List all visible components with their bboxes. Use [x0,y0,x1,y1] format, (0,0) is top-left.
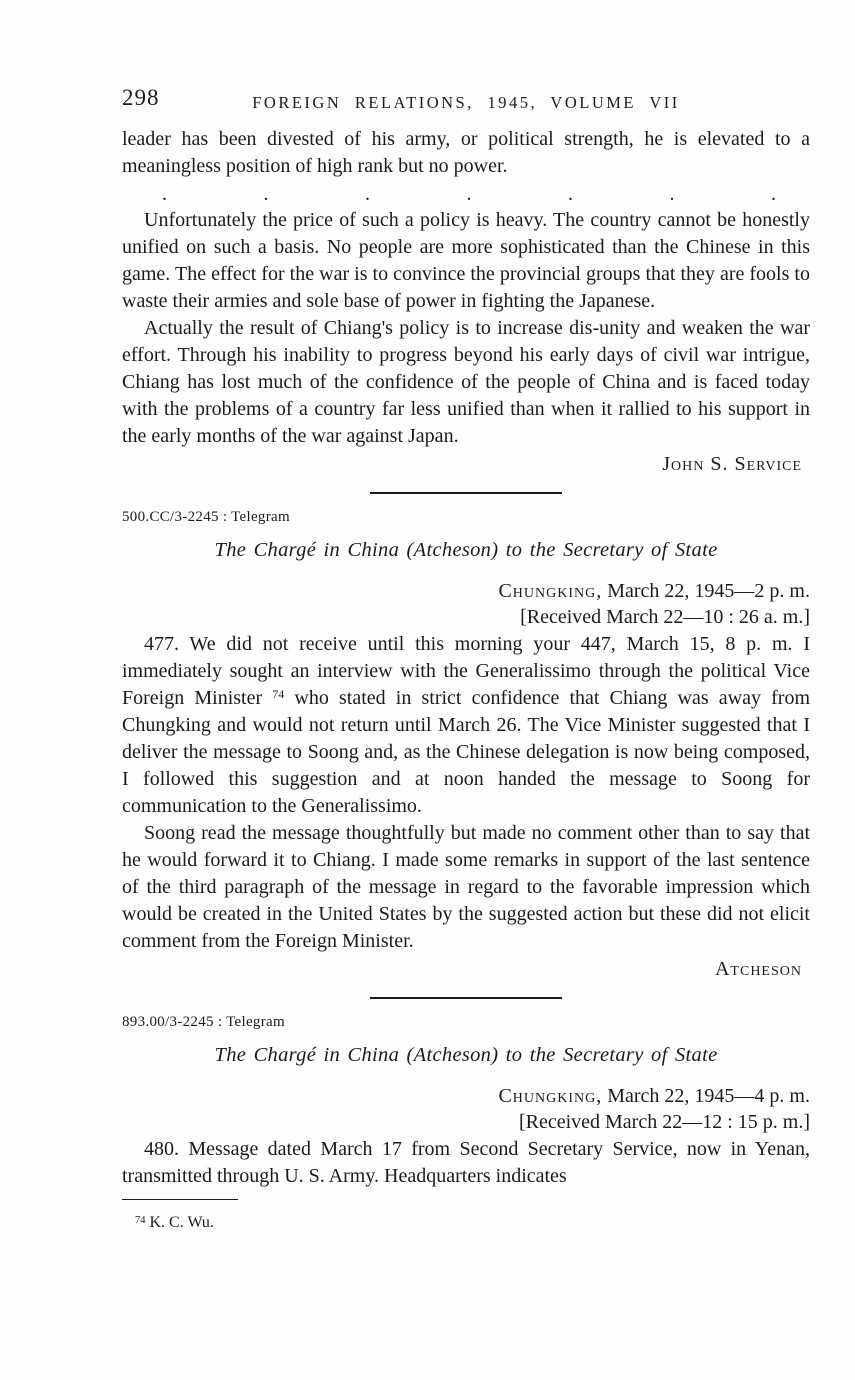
ellipsis-dot: . [771,183,776,205]
ellipsis-dot: . [162,183,167,205]
telegram2-dateline [122,1083,810,1109]
section-ellipsis [122,183,810,205]
ellipsis-dot: . [568,183,573,205]
telegram1-received: [Received March 22—10 : 26 a. m.] [520,606,810,628]
telegram1-paragraph-477 [122,631,810,820]
ellipsis-dot: . [263,183,269,205]
telegram1-dateline [122,578,810,604]
signature-atcheson: Atcheson [714,958,802,980]
ellipsis-dot: . [669,183,675,205]
telegram1-paragraph-soong: Soong read the message thoughtfully but made no comment other than to say that he would forward it to Chiang. I made some remarks in support of the last sentence of the third paragraph of the message in regard to the favorable impression which would be created in the United States by the suggested action but these did not elicit comment from the Foreign Minister. [122,822,810,952]
section-divider [122,492,810,495]
paragraph-actually: Actually the result of Chiang's policy is to increase dis-unity and weaken the war effort. Through his inability to progress beyond his early days of civil war intrigue, Chiang has lost much of the confidence of the people of China and is faced today with the problems of a country far less unified than when it rallied to his support in the early months of the war against Japan. [122,317,810,447]
footnote-rule [122,1199,238,1200]
paragraph-continuation: leader has been divested of his army, or political strength, he is elevated to a meaningless position of high rank but no power. [122,128,810,177]
para-477-text: 477. We did not receive until this morning your 447, March 15, 8 p. m. I immediately sought an interview with the Generalissimo through the political Vice Foreign Minister [122,633,810,709]
page-header [122,84,810,114]
telegram1-citation: 500.CC/3-2245 : Telegram [122,509,290,525]
footnote-number: 74 [135,1215,146,1226]
dateline-place: Chungking, [498,580,603,602]
telegram2-paragraph-480: 480. Message dated March 17 from Second Secretary Service, now in Yenan, transmitted through U. S. Army. Headquarters indicates [122,1138,810,1187]
telegram2-received: [Received March 22—12 : 15 p. m.] [518,1111,810,1133]
text-column [122,84,810,1236]
signature-line [122,451,810,478]
ellipsis-dot: . [365,183,370,205]
signature-john-s-service: John S. Service [662,453,802,475]
telegram2-title: The Chargé in China (Atcheson) to the Secretary of State [214,1044,718,1066]
footnote-74 [122,1207,810,1236]
telegram2-citation: 893.00/3-2245 : Telegram [122,1014,285,1030]
signature-line [122,956,810,983]
dateline-date: March 22, 1945—2 p. m. [607,580,810,602]
ellipsis-dot: . [466,183,472,205]
running-header: FOREIGN RELATIONS, 1945, VOLUME VII [252,93,680,112]
para-477-text-cont: who stated in strict confidence that Chiang was away from Chungking and would not return until March 26. The Vice Minister suggested that I deliver the message to Soong and, as the Chinese delegation is now being composed, I followed this suggestion and at noon handed the message to Soong for communication to the Generalissimo. [122,687,810,817]
dateline-place: Chungking, [498,1085,603,1107]
footnote-text: K. C. Wu. [149,1214,214,1231]
telegram1-title: The Chargé in China (Atcheson) to the Secretary of State [214,539,718,561]
section-divider [122,997,810,1000]
paragraph-unfortunately: Unfortunately the price of such a policy is heavy. The country cannot be honestly unified on such a basis. No people are more sophisticated than the Chinese in this game. The effect for the war is to convince the provincial groups that they are fools to waste their armies and sole base of power in fighting the Japanese. [122,209,810,312]
dateline-date: March 22, 1945—4 p. m. [607,1085,810,1107]
page-number: 298 [122,85,160,110]
footnote-reference-74: 74 [272,687,285,701]
